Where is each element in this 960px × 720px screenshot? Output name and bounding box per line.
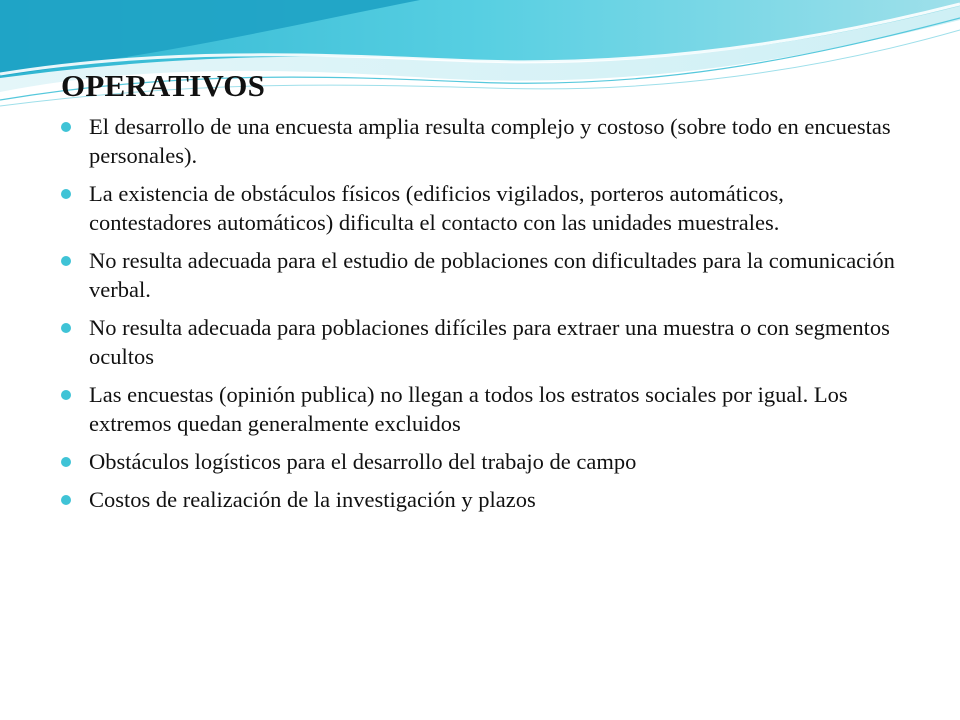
bullet-item [61, 179, 911, 237]
bullet-dot-icon [61, 323, 71, 333]
bullet-dot-icon [61, 256, 71, 266]
bullet-text: El desarrollo de una encuesta amplia resulta complejo y costoso (sobre todo en encuestas personales). [89, 114, 891, 168]
bullet-item [61, 447, 911, 476]
slide-title: OPERATIVOS [61, 68, 266, 103]
bullet-text: Obstáculos logísticos para el desarrollo del trabajo de campo [89, 449, 637, 474]
bullet-item [61, 246, 911, 304]
bullet-text: No resulta adecuada para el estudio de poblaciones con dificultades para la comunicación verbal. [89, 248, 895, 302]
bullet-dot-icon [61, 495, 71, 505]
bullet-dot-icon [61, 457, 71, 467]
bullet-item [61, 313, 911, 371]
bullet-text: La existencia de obstáculos físicos (edificios vigilados, porteros automáticos, contestadores automáticos) dificulta el contacto con las unidades muestrales. [89, 181, 784, 235]
bullet-item [61, 380, 911, 438]
bullet-text: Costos de realización de la investigación y plazos [89, 487, 536, 512]
bullet-item [61, 112, 911, 170]
bullet-list [61, 112, 911, 523]
bullet-text: Las encuestas (opinión publica) no llegan a todos los estratos sociales por igual. Los extremos quedan generalmente excluidos [89, 382, 848, 436]
bullet-dot-icon [61, 189, 71, 199]
bullet-text: No resulta adecuada para poblaciones difíciles para extraer una muestra o con segmentos ocultos [89, 315, 890, 369]
bullet-dot-icon [61, 390, 71, 400]
bullet-item [61, 485, 911, 514]
bullet-dot-icon [61, 122, 71, 132]
